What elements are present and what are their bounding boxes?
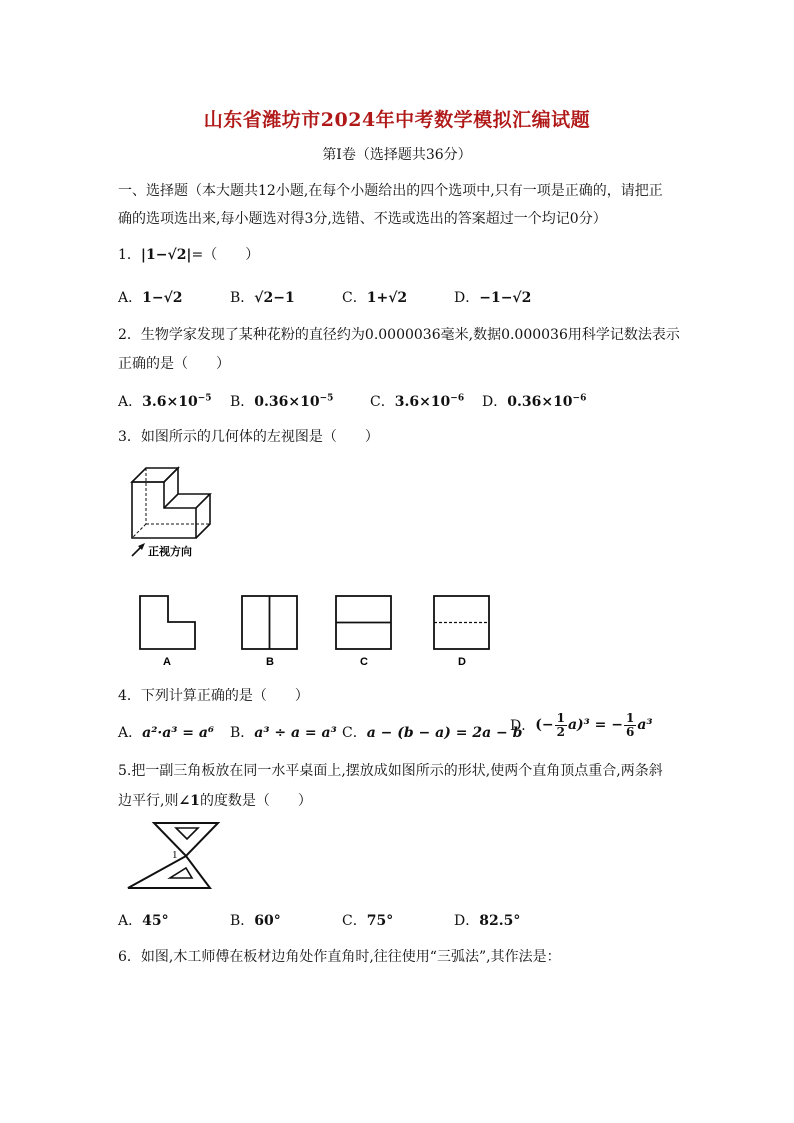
q5-lower-triangle [128, 856, 210, 888]
q2-option-a[interactable]: A．$3.6\times 10^{-5}$ [118, 393, 212, 410]
q4-option-b[interactable]: B．a³ ÷ a = a³ [230, 725, 337, 741]
q1-tail: =（ ） [191, 247, 260, 263]
q3-choice-c-label[interactable]: C [360, 656, 368, 668]
q1-number: 1． [118, 247, 141, 263]
page-title: 山东省潍坊市2024年中考数学模拟汇编试题 [203, 109, 591, 131]
q3-stem: 3．如图所示的几何体的左视图是（ ） [118, 429, 379, 445]
section-intro-line2: 确的选项选出来,每小题选对得3分,选错、不选或选出的答案超过一个均记0分） [118, 211, 607, 227]
section-subtitle: 第Ⅰ卷（选择题共36分） [322, 147, 472, 163]
q3-choice-b-label[interactable]: B [266, 656, 274, 668]
q5-option-c[interactable]: C．75° [342, 913, 394, 929]
q4-option-a[interactable]: A．a²·a³ = a⁶ [118, 725, 215, 741]
q1-option-d[interactable]: D．−1−√2 [454, 290, 532, 306]
q3-choice-a-label[interactable]: A [163, 656, 171, 668]
q1-expression: |1−√2| [140, 247, 192, 263]
q3-choice-a-shape [140, 596, 195, 649]
q4-option-c[interactable]: C．a − (b − a) = 2a − b [342, 725, 523, 741]
q5-stem-line1: 5.把一副三角板放在同一水平桌面上,摆放成如图所示的形状,使两个直角顶点重合,两条斜 [118, 763, 663, 779]
q1-option-b[interactable]: B．√2−1 [230, 290, 295, 306]
q3-choice-d-label[interactable]: D [458, 656, 466, 668]
q4-option-d[interactable]: D．(− $\frac{1}{2}$ a)³ = − $\frac{1}{6}$ a³ [510, 711, 653, 739]
q5-angle-label: 1 [172, 849, 178, 861]
section-intro-line1: 一、选择题（本大题共12小题,在每个小题给出的四个选项中,只有一项是正确的，请把正 [118, 183, 663, 199]
q3-solid-figure [126, 464, 216, 564]
q5-triangle-figure [124, 820, 224, 894]
q3-choice-figures [130, 594, 510, 670]
q5-option-b[interactable]: B．60° [230, 913, 281, 929]
q3-figure-label: 正视方向 [148, 546, 192, 558]
q3-solid-front-face [132, 482, 196, 538]
q1-option-c[interactable]: C．1+√2 [342, 290, 408, 306]
q2-option-b[interactable]: B．$0.36\times 10^{-5}$ [230, 393, 334, 410]
q1-stem [118, 244, 259, 264]
q5-stem-line2: 边平行,则∠1的度数是（ ） [118, 793, 312, 809]
q2-option-d[interactable]: D．$0.36\times 10^{-6}$ [482, 393, 587, 410]
q2-option-c[interactable]: C．$3.6\times 10^{-6}$ [370, 393, 465, 410]
q4-stem: 4．下列计算正确的是（ ） [118, 688, 309, 704]
q1-option-a[interactable]: A．1−√2 [118, 290, 183, 306]
q5-option-a[interactable]: A．45° [118, 913, 169, 929]
q2-stem-line1: 2．生物学家发现了某种花粉的直径约为0.0000036毫米,数据0.000036用科学记数法表示 [118, 327, 680, 343]
q5-option-d[interactable]: D．82.5° [454, 913, 521, 929]
q2-stem-line2: 正确的是（ ） [118, 356, 230, 372]
q6-stem: 6．如图,木工师傅在板材边角处作直角时,往往使用“三弧法”,其作法是： [118, 949, 561, 965]
